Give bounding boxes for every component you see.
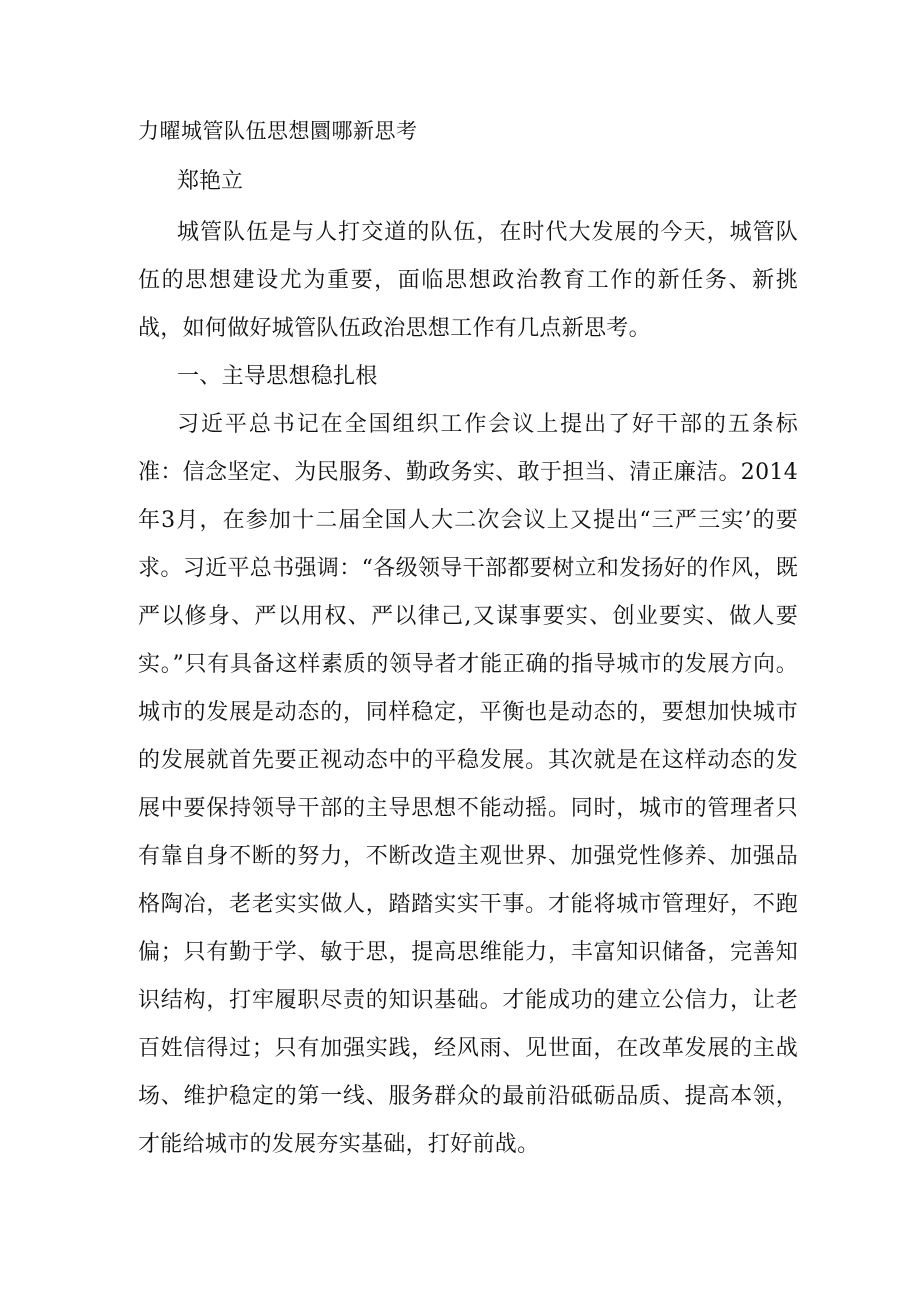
body-paragraph: 习近平总书记在全国组织工作会议上提出了好干部的五条标准：信念坚定、为民服务、勤政务实、敢于担当、清正廉洁。2014年3月，在参加十二届全国人大二次会议上又提出“三严三实’的要求。习近平总书强调：“各级领导干部都要树立和发扬好的作风，既严以修身、严以用权、严以律己,又谋事要实、创业要实、做人要实。”只有具备这样素质的领导者才能正确的指导城市的发展方向。城市的发展是动态的，同样稳定，平衡也是动态的，要想加快城市的发展就首先要正视动态中的平稳发展。其次就是在这样动态的发展中要保持领导干部的主导思想不能动摇。同时，城市的管理者只有靠自身不断的努力，不断改造主观世界、加强党性修养、加强品格陶冶，老老实实做人，踏踏实实干事。才能将城市管理好，不跑偏；只有勤于学、敏于思，提高思维能力，丰富知识储备，完善知识结构，打牢履职尽责的知识基础。才能成功的建立公信力，让老百姓信得过；只有加强实践，经风雨、见世面，在改革发展的主战场、维护稳定的第一线、服务群众的最前沿砥砺品质、提高本领，才能给城市的发展夯实基础，打好前战。 bbox=[138, 412, 798, 1157]
section-heading: 一、主导思想稳扎根 bbox=[177, 364, 378, 389]
author-name: 郑艳立 bbox=[177, 169, 244, 194]
document-title: 力曜城管队伍思想圜哪新思考 bbox=[138, 119, 418, 143]
intro-paragraph: 城管队伍是与人打交道的队伍，在时代大发展的今天，城管队伍的思想建设尤为重要，面临思想政治教育工作的新任务、新挑战，如何做好城管队伍政治思想工作有几点新思考。 bbox=[138, 220, 798, 341]
